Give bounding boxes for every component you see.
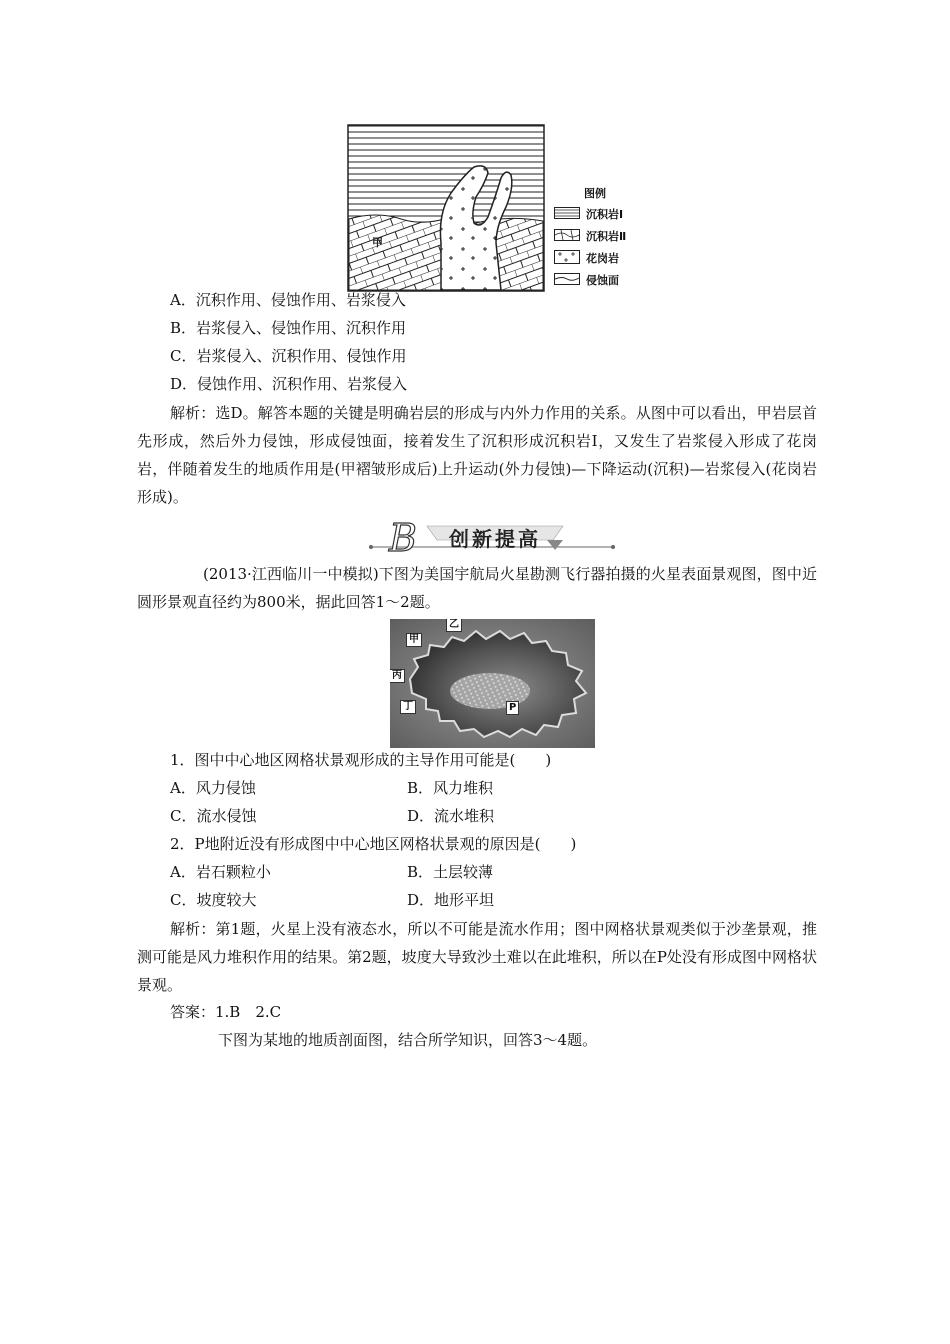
geologic-section-figure bbox=[346, 123, 636, 293]
prev-option-d: D．侵蚀作用、沉积作用、岩浆侵入 bbox=[170, 375, 408, 393]
prev-option-b: B．岩浆侵入、侵蚀作用、沉积作用 bbox=[170, 319, 407, 337]
next-intro: 下图为某地的地质剖面图，结合所学知识，回答3～4题。 bbox=[218, 1031, 598, 1049]
label-yi: 乙 bbox=[446, 619, 462, 632]
legend-swatch-sedimentary-2 bbox=[554, 229, 580, 241]
label-jia: 甲 bbox=[406, 633, 422, 647]
analysis-q1-q2: 解析：第1题，火星上没有液态水，所以不可能是流水作用；图中网格状景观类似于沙垄景观，推测可能是风力堆积作用的结果。第2题，坡度大导致沙土难以在此堆积，所以在P处没有形成图中网格状景观。 bbox=[137, 920, 817, 994]
prev-option-a: A．沉积作用、侵蚀作用、岩浆侵入 bbox=[170, 291, 406, 309]
prev-option-c: C．岩浆侵入、沉积作用、侵蚀作用 bbox=[170, 347, 407, 365]
label-ding: 丁 bbox=[400, 700, 416, 714]
label-bing: 丙 bbox=[390, 669, 405, 683]
legend-title: 图例 bbox=[584, 187, 606, 200]
q1-option-d: D．流水堆积 bbox=[407, 807, 495, 825]
legend-label-erosion-surface: 侵蚀面 bbox=[586, 274, 619, 287]
jia-label: 甲 bbox=[372, 236, 383, 249]
q1-stem: 1．图中中心地区网格状景观形成的主导作用可能是( ) bbox=[170, 751, 552, 769]
geologic-section-diagram bbox=[346, 123, 546, 293]
q2-option-c: C．坡度较大 bbox=[170, 891, 257, 909]
mars-crater-photo bbox=[390, 619, 595, 748]
banner-title: 创新提高 bbox=[449, 527, 541, 551]
banner-letter: B bbox=[389, 516, 417, 560]
label-p: P bbox=[506, 701, 519, 715]
q1-option-c: C．流水侵蚀 bbox=[170, 807, 257, 825]
q2-stem: 2．P地附近没有形成图中中心地区网格状景观的原因是( ) bbox=[170, 835, 577, 853]
legend-swatch-erosion-surface bbox=[554, 273, 580, 285]
section-banner bbox=[367, 516, 617, 560]
legend-label-sedimentary-1: 沉积岩Ⅰ bbox=[586, 208, 624, 221]
q1-option-b: B．风力堆积 bbox=[407, 779, 494, 797]
q2-option-a: A．岩石颗粒小 bbox=[170, 863, 271, 881]
intro-paragraph: (2013·江西临川一中模拟)下图为美国宇航局火星勘测飞行器拍摄的火星表面景观图，图中近圆形景观直径约为800米，据此回答1～2题。 bbox=[137, 565, 817, 611]
q2-option-b: B．土层较薄 bbox=[407, 863, 494, 881]
legend-swatch-granite bbox=[554, 250, 580, 264]
legend-label-granite: 花岗岩 bbox=[586, 252, 619, 265]
q2-option-d: D．地形平坦 bbox=[407, 891, 495, 909]
legend-label-sedimentary-2: 沉积岩Ⅱ bbox=[586, 230, 627, 243]
legend-swatch-sedimentary-1 bbox=[554, 207, 580, 219]
q1-option-a: A．风力侵蚀 bbox=[170, 779, 256, 797]
prev-analysis: 解析：选D。解答本题的关键是明确岩层的形成与内外力作用的关系。从图中可以看出，甲岩层首先形成，然后外力侵蚀，形成侵蚀面，接着发生了沉积形成沉积岩Ⅰ，又发生了岩浆侵入形成了花岗岩，伴随着发生的地质作用是(甲褶皱形成后)上升运动(外力侵蚀)—下降运动(沉积)—岩浆侵入(花岗岩形成)。 bbox=[137, 404, 817, 506]
answer-line: 答案：1.B 2.C bbox=[170, 1003, 282, 1021]
